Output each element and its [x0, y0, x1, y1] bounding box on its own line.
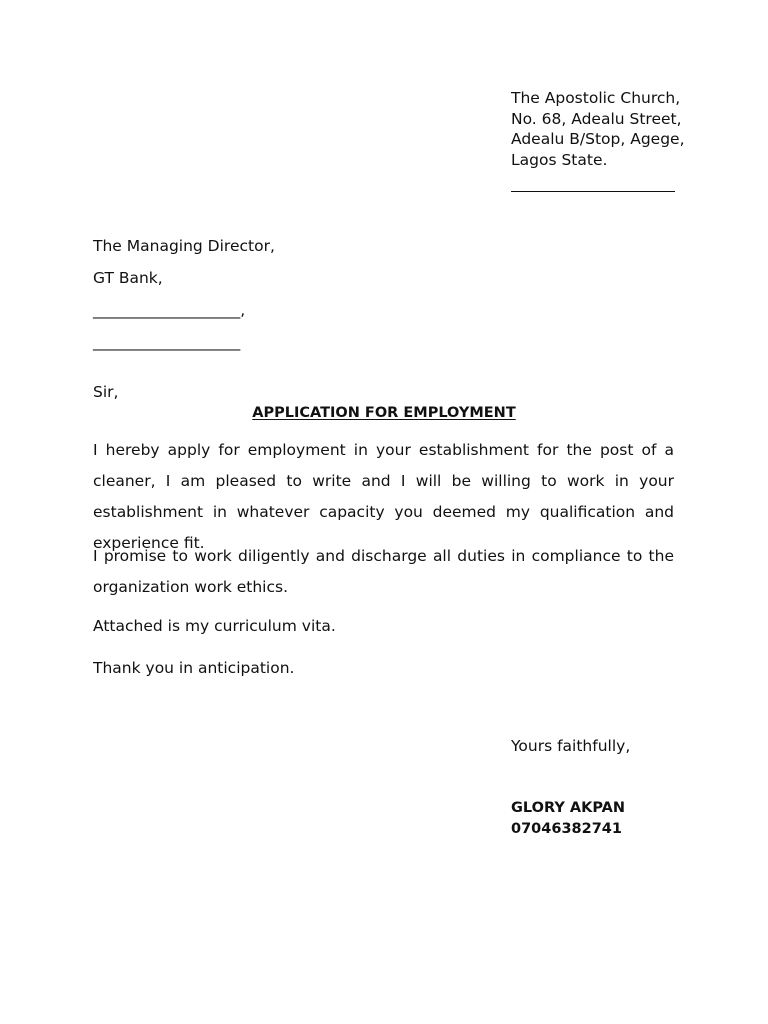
recipient-title: The Managing Director,: [93, 237, 275, 255]
closing: Yours faithfully,: [511, 737, 631, 755]
sender-address-line-4: Lagos State.: [511, 151, 608, 170]
recipient-blank-line-1: ___________________,: [93, 301, 246, 319]
body-paragraph-1: I hereby apply for employment in your establishment for the post of a cleaner, I am pleased to write and I will be willing to work in your establishment in whatever capacity you deemed my qualification and experience fit.: [93, 441, 674, 552]
body-paragraph-2: I promise to work diligently and discharge all duties in compliance to the organization work ethics.: [93, 547, 674, 596]
body-paragraph-3: Attached is my curriculum vita.: [93, 617, 336, 635]
body-paragraph-4: Thank you in anticipation.: [93, 659, 295, 677]
address-divider: [511, 191, 675, 192]
sender-address-line-3: Adealu B/Stop, Agege,: [511, 130, 685, 149]
sender-address-line-2: No. 68, Adealu Street,: [511, 109, 682, 128]
letter-subject: APPLICATION FOR EMPLOYMENT: [252, 405, 516, 421]
sender-address: [511, 88, 685, 171]
signer-phone: 07046382741: [511, 821, 622, 837]
sender-address-line-1: The Apostolic Church,: [511, 89, 681, 107]
signer-name: GLORY AKPAN: [511, 800, 625, 816]
recipient-organization: GT Bank,: [93, 269, 163, 287]
salutation: Sir,: [93, 383, 119, 401]
recipient-blank-line-2: ___________________: [93, 333, 241, 351]
